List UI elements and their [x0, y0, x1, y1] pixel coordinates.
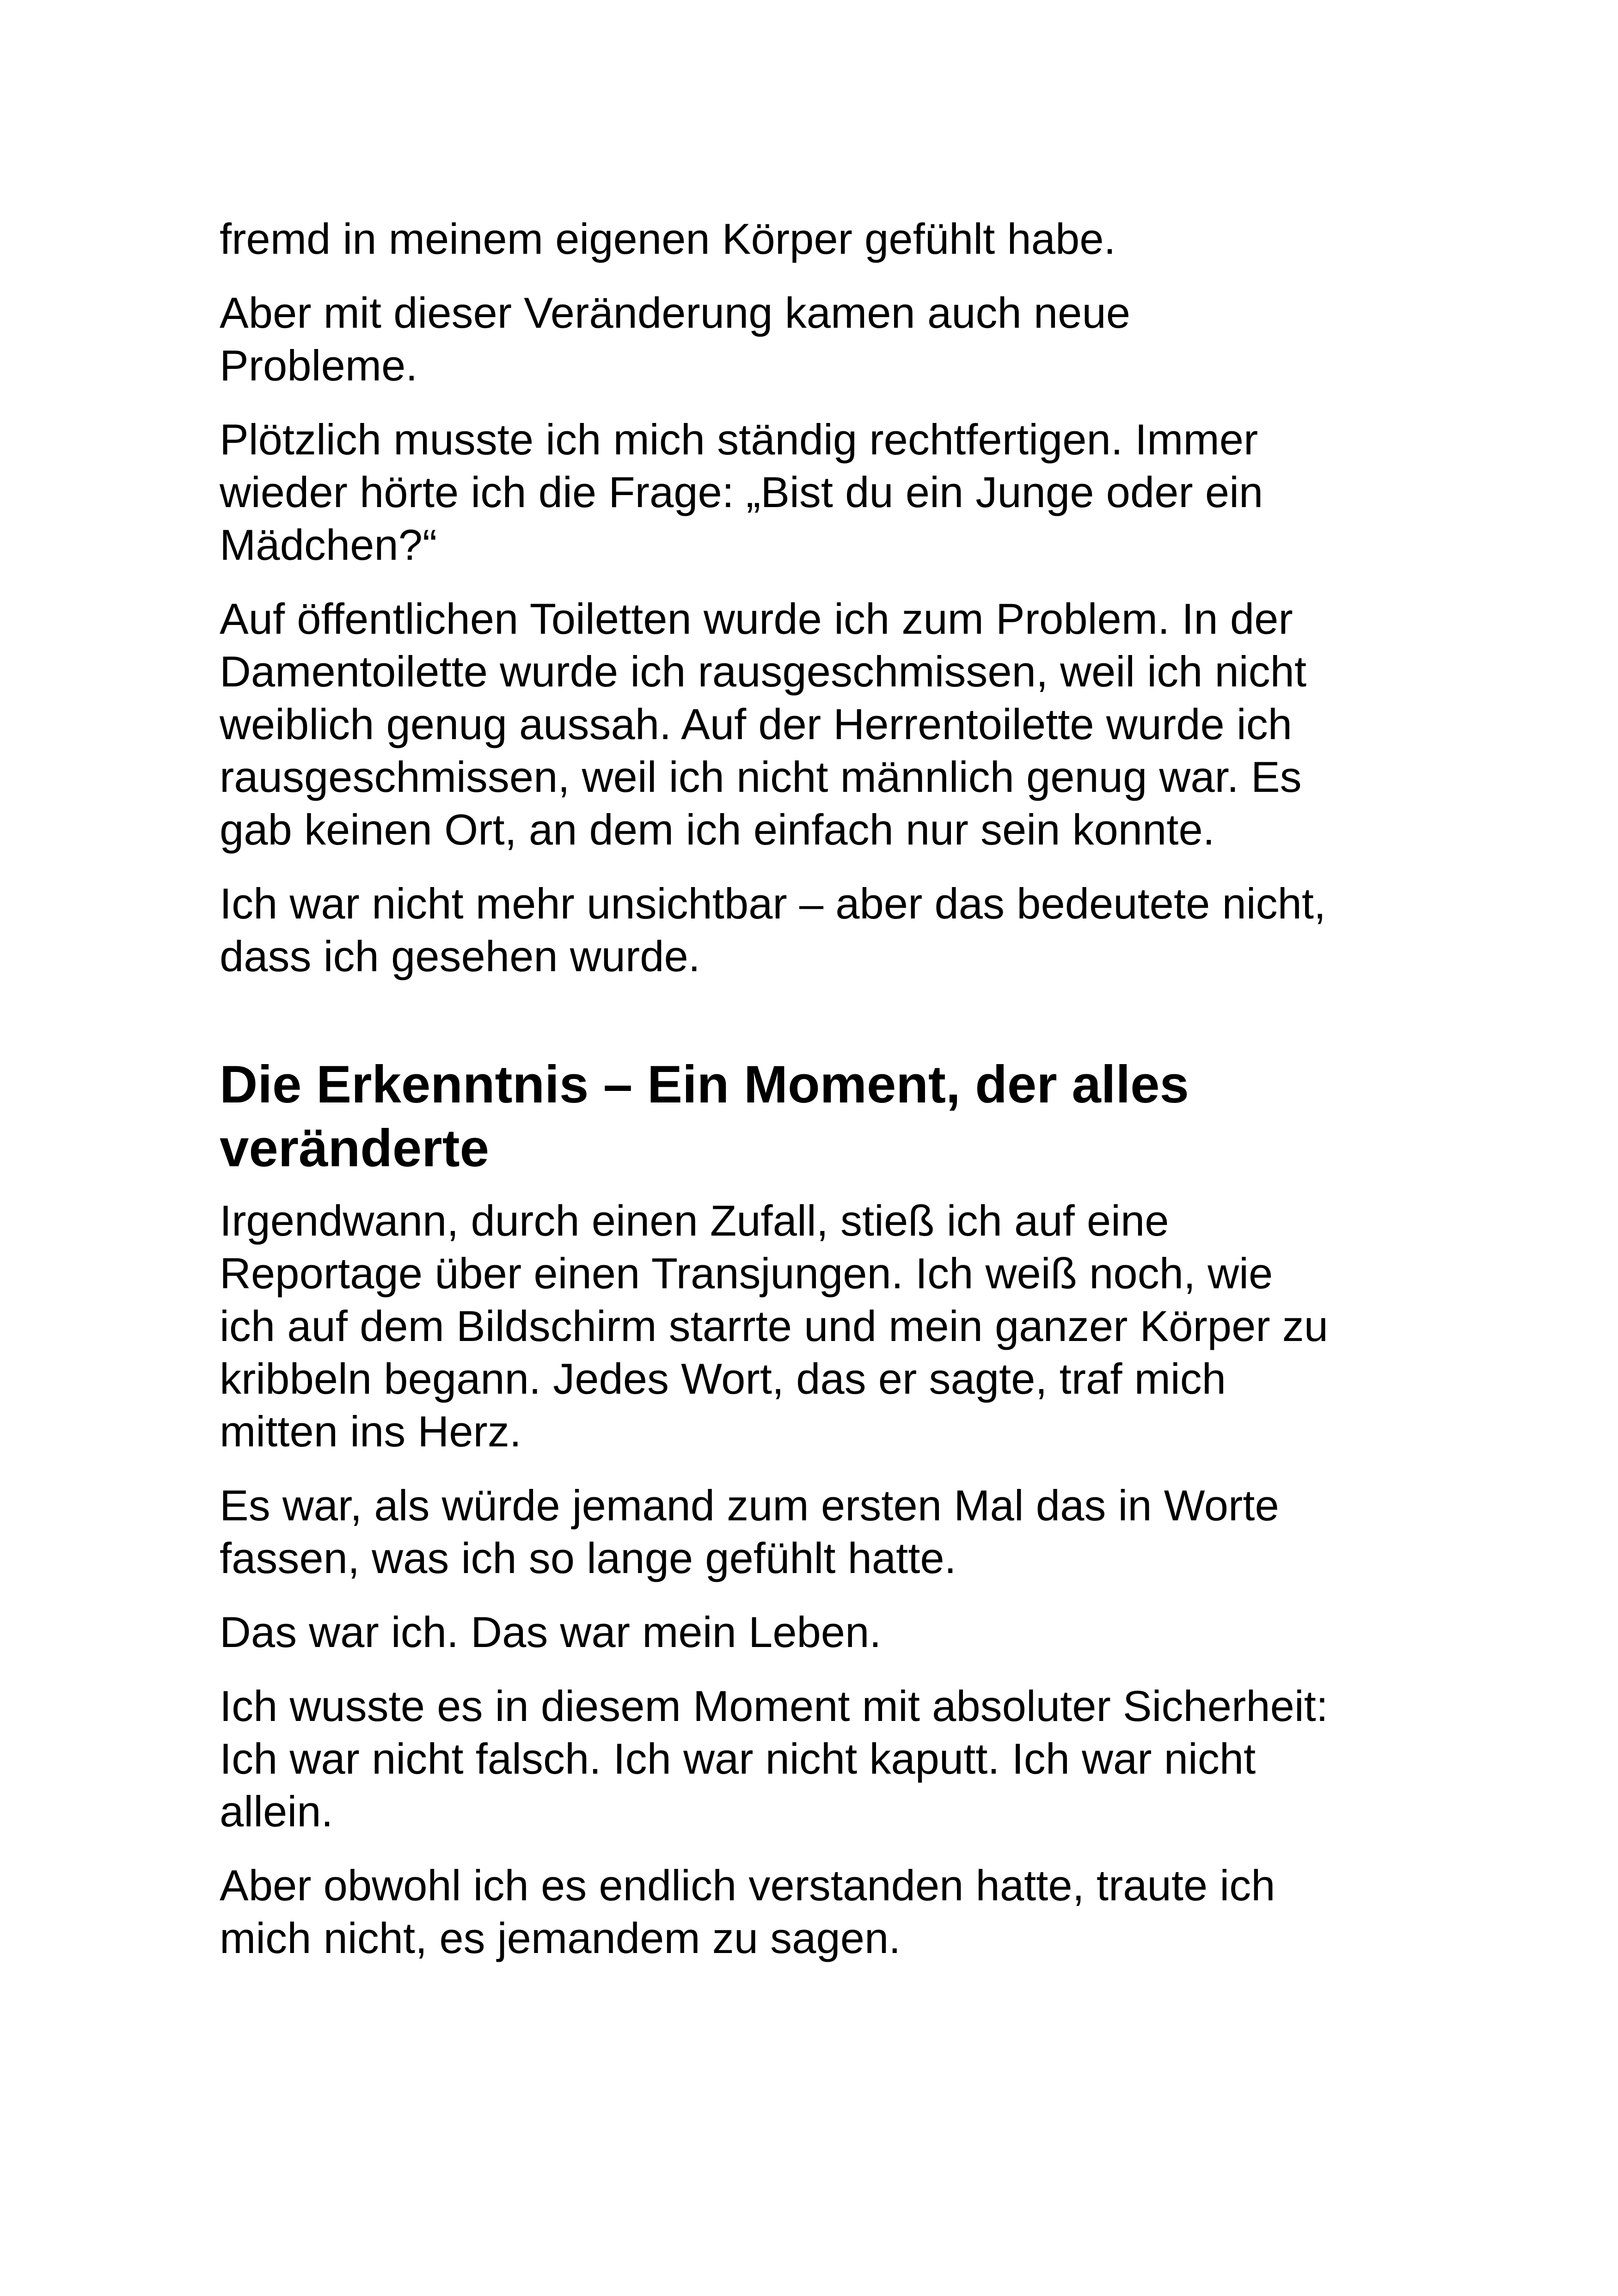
paragraph: Ich wusste es in diesem Moment mit absoluter Sicherheit: Ich war nicht falsch. Ich war nicht kaputt. Ich war nicht allein. [220, 1682, 1329, 1836]
paragraph: Irgendwann, durch einen Zufall, stieß ich auf eine Reportage über einen Transjungen. Ich weiß noch, wie ich auf dem Bildschirm starrte und mein ganzer Körper zu kribbeln begann. Jedes Wort, das er sagte, traf mich mitten ins Herz. [220, 1196, 1329, 1456]
paragraph: Aber mit dieser Veränderung kamen auch neue Probleme. [220, 288, 1131, 390]
paragraph: Auf öffentlichen Toiletten wurde ich zum Problem. In der Damentoilette wurde ich rausgeschmissen, weil ich nicht weiblich genug aussah. Auf der Herrentoilette wurde ich rausgeschmissen, weil ich nicht männlich genug war. Es gab keinen Ort, an dem ich einfach nur sein konnte. [220, 594, 1307, 854]
paragraph: Plötzlich musste ich mich ständig rechtfertigen. Immer wieder hörte ich die Frage: „Bist du ein Junge oder ein Mädchen?“ [220, 415, 1263, 569]
section-heading: Die Erkenntnis – Ein Moment, der alles veränderte [220, 1055, 1189, 1178]
paragraph: Ich war nicht mehr unsichtbar – aber das bedeutete nicht, dass ich gesehen wurde. [220, 879, 1326, 980]
paragraph: Aber obwohl ich es endlich verstanden hatte, traute ich mich nicht, es jemandem zu sagen. [220, 1861, 1275, 1962]
page-content [220, 213, 1422, 1986]
paragraph: Das war ich. Das war mein Leben. [220, 1608, 882, 1656]
paragraph: fremd in meinem eigenen Körper gefühlt habe. [220, 214, 1116, 263]
paragraph: Es war, als würde jemand zum ersten Mal das in Worte fassen, was ich so lange gefühlt hatte. [220, 1481, 1279, 1582]
